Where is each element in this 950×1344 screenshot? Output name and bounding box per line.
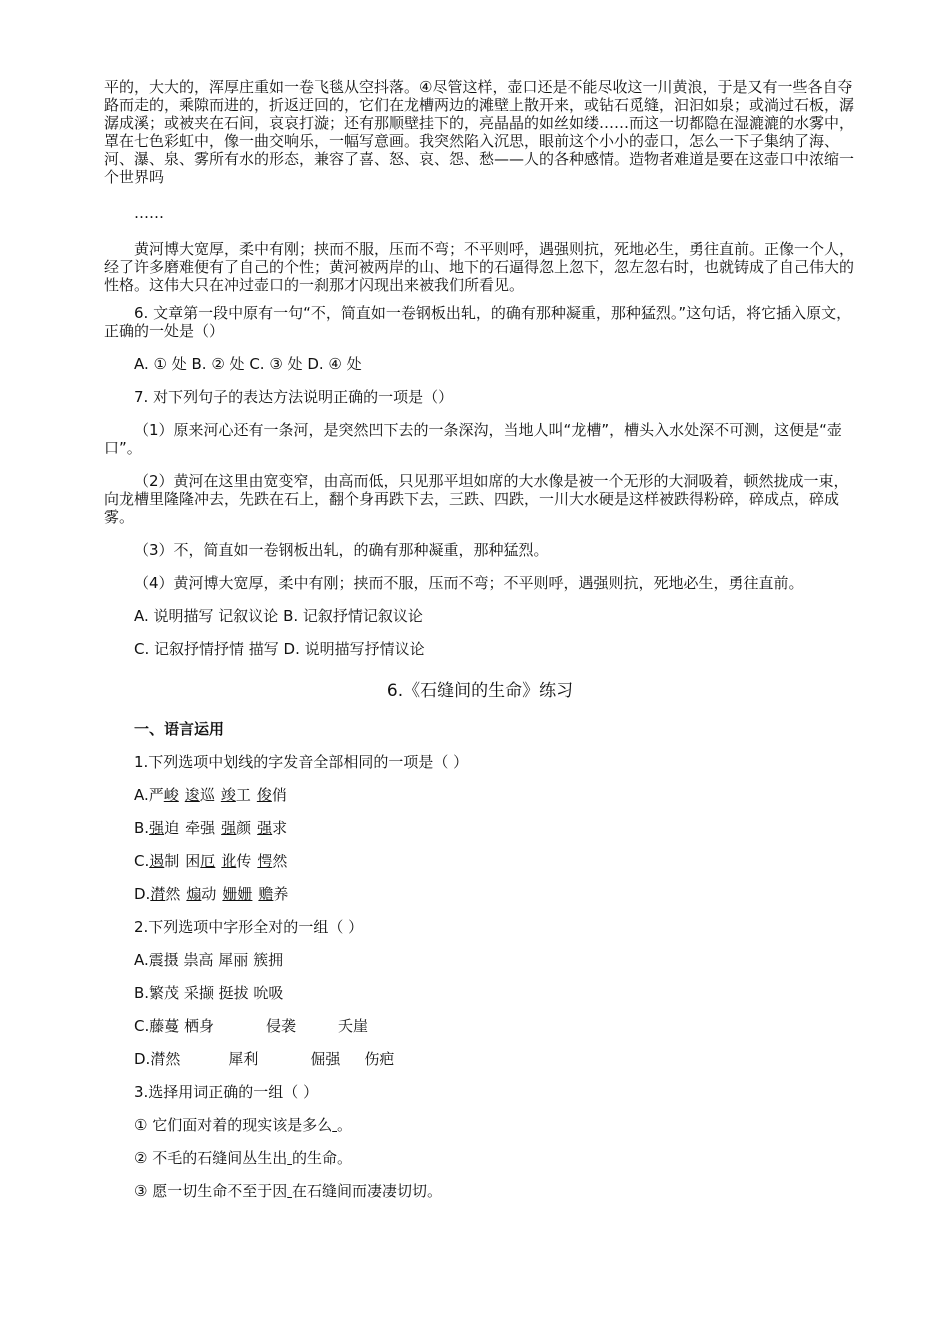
option-text: D.潸然: [134, 1050, 181, 1068]
lang-question-3-item-1: [104, 1116, 856, 1134]
underlined-char: 竣: [220, 786, 236, 804]
option-text: 颜: [236, 819, 252, 837]
lang-question-1-option-a: [104, 786, 856, 804]
option-text: 伤疤: [364, 1050, 395, 1068]
option-text: 困: [185, 852, 201, 870]
option-text: D.: [134, 885, 151, 903]
option-text: 工: [235, 786, 251, 804]
lang-question-1-option-b: [104, 819, 856, 837]
question-7-sentence-4: （4）黄河博大宽厚，柔中有刚；挟而不服，压而不弯；不平则呼，遇强则抗，死地必生，勇往直前。: [134, 574, 804, 592]
option-text: 制: [164, 852, 180, 870]
passage-ellipsis: ……: [134, 204, 164, 222]
document-page: [104, 78, 856, 1200]
option-text: 巡: [199, 786, 215, 804]
lang-question-3-item-3: [104, 1182, 856, 1200]
item-text: 的生命。: [292, 1149, 353, 1167]
lang-question-1-option-c: [104, 852, 856, 870]
underlined-char: 煽: [186, 885, 202, 903]
passage-paragraph-2: 黄河博大宽厚，柔中有刚；挟而不服，压而不弯；不平则呼，遇强则抗，死地必生，勇往直前。正像一个人，经了许多磨难便有了自己的个性；黄河被两岸的山、地下的石逼得忽上忽下，忽左忽右时，也就铸成了自己伟大的性格。这伟大只在冲过壶口的一刹那才闪现出来被我们所看见。: [104, 240, 855, 294]
underlined-char: 遏: [149, 852, 165, 870]
section-heading-language-use: 一、语言运用: [134, 720, 225, 738]
lang-question-2-option-d: [104, 1050, 856, 1068]
underlined-char: 愕: [257, 852, 273, 870]
option-text: 迫: [164, 819, 180, 837]
lesson-title: 6.《石缝间的生命》练习: [386, 681, 574, 701]
underlined-char: 强: [221, 819, 237, 837]
lang-question-1-option-d: [104, 885, 856, 903]
underlined-char: 讹: [221, 852, 237, 870]
item-text: ③ 愿一切生命不至于因: [134, 1182, 288, 1200]
item-text: 在石缝间而凄凄切切。: [292, 1182, 443, 1200]
underlined-char: 姗姗: [222, 885, 253, 903]
item-text: 。: [337, 1116, 353, 1134]
underlined-char: 强: [257, 819, 273, 837]
question-7-stem: 7. 对下列句子的表达方法说明正确的一项是（）: [134, 388, 454, 406]
option-text: 俏: [271, 786, 287, 804]
underlined-char: 俊: [256, 786, 272, 804]
underlined-char: 厄: [200, 852, 216, 870]
option-text: 然: [165, 885, 181, 903]
lang-question-3-stem: 3.选择用词正确的一组（ ）: [134, 1083, 319, 1101]
lang-question-2-option-b: B.繁茂 采撷 挺拔 吮吸: [134, 984, 284, 1002]
question-7-options-ab: A. 说明描写 记叙议论 B. 记叙抒情记叙议论: [134, 607, 423, 625]
passage-paragraph-1: 平的，大大的，浑厚庄重如一卷飞毯从空抖落。④尽管这样，壶口还是不能尽收这一川黄浪，于是又有一些各自夺路而走的，乘隙而进的，折返迂回的，它们在龙槽两边的滩壁上散开来，或钻石觅缝，汩汩如泉；或淌过石板，潺潺成溪；或被夹在石间，哀哀打漩；还有那顺壁挂下的，亮晶晶的如丝如缕……而这一切都隐在湿漉漉的水雾中，罩在七色彩虹中，像一曲交响乐，一幅写意画。我突然陷入沉思，眼前这个小小的壶口，怎么一下子集纳了海、河、瀑、泉、雾所有水的形态，兼容了喜、怒、哀、怨、愁——人的各种感情。造物者难道是要在这壶口中浓缩一个世界吗: [104, 78, 855, 186]
option-text: 倔强: [310, 1050, 341, 1068]
option-text: 夭崖: [338, 1017, 369, 1035]
lang-question-2-stem: 2.下列选项中字形全对的一组（ ）: [134, 918, 364, 936]
question-7-sentence-3: （3）不，简直如一卷钢板出轧，的确有那种凝重，那种猛烈。: [134, 541, 549, 559]
option-text: 犀利: [228, 1050, 259, 1068]
option-text: A.严: [134, 786, 164, 804]
lang-question-3-item-2: [104, 1149, 856, 1167]
item-text: ① 它们面对着的现实该是多么: [134, 1116, 333, 1134]
question-6-options: A. ① 处 B. ② 处 C. ③ 处 D. ④ 处: [134, 355, 362, 373]
option-text: B.: [134, 819, 150, 837]
option-text: 传: [236, 852, 252, 870]
underlined-char: 潸: [150, 885, 166, 903]
option-text: 养: [273, 885, 289, 903]
option-text: C.藤蔓 栖身: [134, 1017, 215, 1035]
underlined-char: 赡: [258, 885, 274, 903]
option-text: 牵强: [185, 819, 216, 837]
lang-question-1-stem: 1.下列选项中划线的字发音全部相同的一项是（ ）: [134, 753, 469, 771]
option-text: 侵袭: [266, 1017, 297, 1035]
item-text: ② 不毛的石缝间丛生出: [134, 1149, 288, 1167]
underlined-char: 强: [149, 819, 165, 837]
option-text: 然: [272, 852, 288, 870]
question-7-sentence-2: （2）黄河在这里由宽变窄，由高而低，只见那平坦如席的大水像是被一个无形的大洞吸着，顿然拢成一束，向龙槽里隆隆冲去，先跌在石上，翻个身再跌下去，三跌、四跌，一川大水硬是这样被跌得粉碎，碎成点，碎成雾。: [104, 472, 849, 526]
lang-question-2-option-c: [104, 1017, 856, 1035]
question-7-options-cd: C. 记叙抒情抒情 描写 D. 说明描写抒情议论: [134, 640, 425, 658]
option-text: 动: [201, 885, 217, 903]
question-7-sentence-1: （1）原来河心还有一条河，是突然凹下去的一条深沟，当地人叫“龙槽”，槽头入水处深不可测，这便是“壶口”。: [104, 421, 842, 457]
lang-question-2-option-a: A.震摄 祟高 犀丽 簇拥: [134, 951, 284, 969]
question-6-stem: 6. 文章第一段中原有一句“不，简直如一卷钢板出轧，的确有那种凝重，那种猛烈。”这句话，将它插入原文，正确的一处是（）: [104, 304, 852, 340]
option-text: 求: [272, 819, 288, 837]
option-text: C.: [134, 852, 150, 870]
underlined-char: 逡: [184, 786, 200, 804]
underlined-char: 峻: [163, 786, 179, 804]
